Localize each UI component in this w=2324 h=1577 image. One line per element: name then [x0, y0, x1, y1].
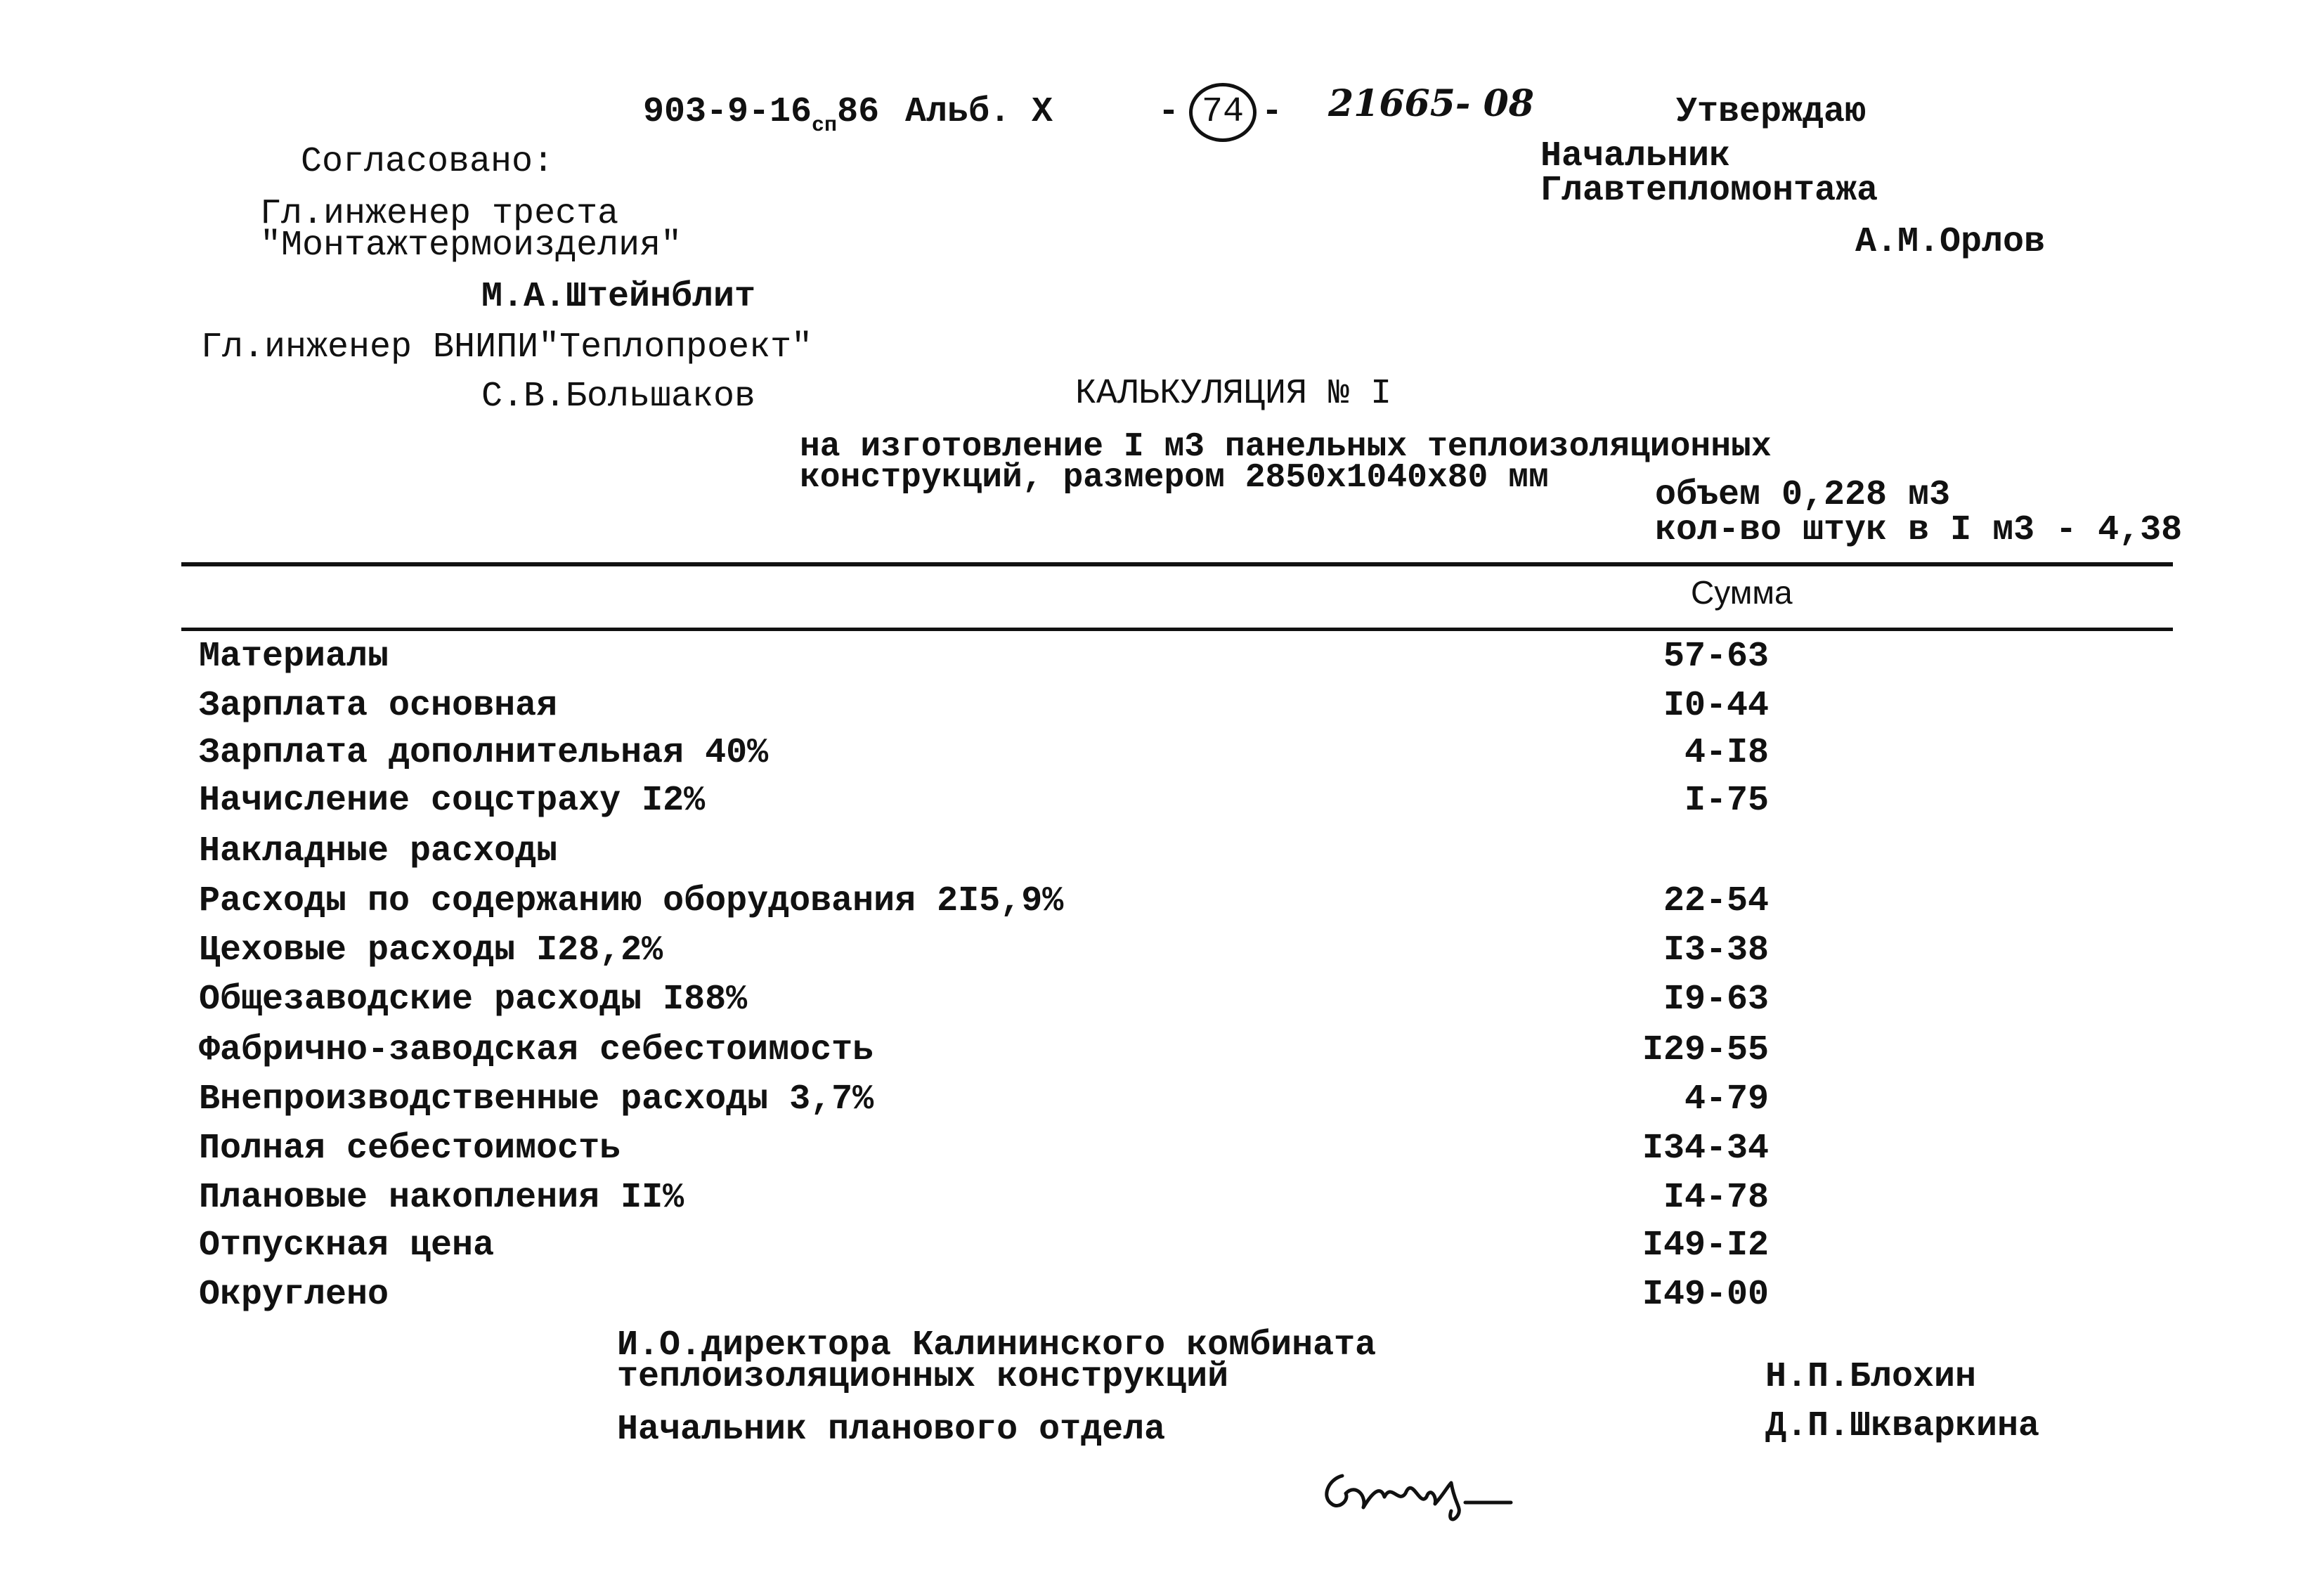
row-label-rounded: Округлено: [199, 1275, 389, 1315]
sheet-dash-left: -: [1158, 92, 1180, 132]
row-label-factory-cost: Фабрично-заводская себестоимость: [199, 1030, 874, 1070]
planning-head-position: Начальник планового отдела: [617, 1410, 1166, 1450]
sheet-dash-right: -: [1261, 92, 1283, 132]
calculation-subtitle-line1: на изготовление I м3 панельных теплоизоляционных: [800, 428, 1772, 466]
sheet-number: 74: [1201, 92, 1244, 132]
row-value-rounded: I49-00: [1642, 1275, 1769, 1315]
row-label-extra-salary: Зарплата дополнительная 40%: [199, 733, 769, 773]
document-code-year: 86: [837, 92, 880, 132]
calculation-pieces-per-m3: кол-во штук в I м3 - 4,38: [1655, 510, 2183, 550]
row-value-factory-cost: I29-55: [1642, 1030, 1769, 1070]
row-label-social-insurance: Начисление соцстраху I2%: [199, 781, 706, 821]
row-label-selling-price: Отпускная цена: [199, 1226, 495, 1266]
calculation-subtitle-line2: конструкций, размером 2850х1040х80 мм: [800, 459, 1549, 497]
director-position-line1: И.О.директора Калининского комбината: [617, 1325, 1377, 1365]
document-code-sub: сп: [812, 114, 838, 138]
row-label-base-salary: Зарплата основная: [199, 686, 558, 726]
table-top-rule: [181, 562, 2173, 566]
agreed-person1-name: М.А.Штейнблит: [481, 277, 756, 317]
row-value-planned-profit: I4-78: [1663, 1178, 1769, 1218]
director-name: Н.П.Блохин: [1765, 1357, 1977, 1397]
row-value-equipment-maintenance: 22-54: [1663, 881, 1769, 921]
sum-header: Сумма: [1691, 574, 1793, 611]
handwritten-signature: [1314, 1455, 1525, 1532]
agreed-title: Согласовано:: [301, 142, 554, 182]
sheet-number-circle: [1189, 83, 1257, 142]
approval-title: Утверждаю: [1676, 92, 1867, 132]
row-label-workshop-expenses: Цеховые расходы I28,2%: [199, 930, 663, 971]
album-number: Альб. Х: [905, 92, 1053, 132]
table-header-rule: [181, 628, 2173, 631]
director-position-line2: теплоизоляционных конструкций: [617, 1357, 1229, 1397]
document-code-main: 903-9-16: [643, 92, 812, 132]
planning-head-name: Д.П.Шкваркина: [1765, 1406, 2040, 1446]
row-value-extra-salary: 4-I8: [1684, 733, 1769, 773]
row-value-selling-price: I49-I2: [1642, 1226, 1769, 1266]
row-value-workshop-expenses: I3-38: [1663, 930, 1769, 971]
row-label-equipment-maintenance: Расходы по содержанию оборудования 2I5,9%: [199, 881, 1064, 921]
row-value-base-salary: I0-44: [1663, 686, 1769, 726]
row-label-overhead: Накладные расходы: [199, 831, 558, 871]
row-label-materials: Материалы: [199, 637, 389, 677]
calculation-volume: объем 0,228 м3: [1655, 475, 1951, 515]
approval-name: А.М.Орлов: [1855, 222, 2046, 262]
agreed-person2-name: С.В.Большаков: [481, 377, 756, 417]
row-value-non-production-expenses: 4-79: [1684, 1079, 1769, 1120]
approval-position-line1: Начальник: [1540, 136, 1731, 176]
row-label-planned-profit: Плановые накопления II%: [199, 1178, 684, 1218]
row-label-plant-expenses: Общезаводские расходы I88%: [199, 980, 748, 1020]
row-label-non-production-expenses: Внепроизводственные расходы 3,7%: [199, 1079, 874, 1120]
approval-position-line2: Главтепломонтажа: [1540, 171, 1878, 211]
row-value-materials: 57-63: [1663, 637, 1769, 677]
calculation-title: КАЛЬКУЛЯЦИЯ № I: [1075, 374, 1392, 414]
agreed-person1-position-line1: Гл.инженер треста: [260, 194, 619, 234]
row-value-social-insurance: I-75: [1684, 781, 1769, 821]
document-code: [643, 92, 880, 138]
row-value-plant-expenses: I9-63: [1663, 980, 1769, 1020]
handwritten-number: 21665- 08: [1328, 82, 1534, 125]
agreed-person1-position-line2: "Монтажтермоизделия": [260, 226, 682, 266]
agreed-person2-position: Гл.инженер ВНИПИ"Теплопроект": [201, 327, 813, 368]
row-value-full-cost: I34-34: [1642, 1129, 1769, 1169]
row-label-full-cost: Полная себестоимость: [199, 1129, 621, 1169]
